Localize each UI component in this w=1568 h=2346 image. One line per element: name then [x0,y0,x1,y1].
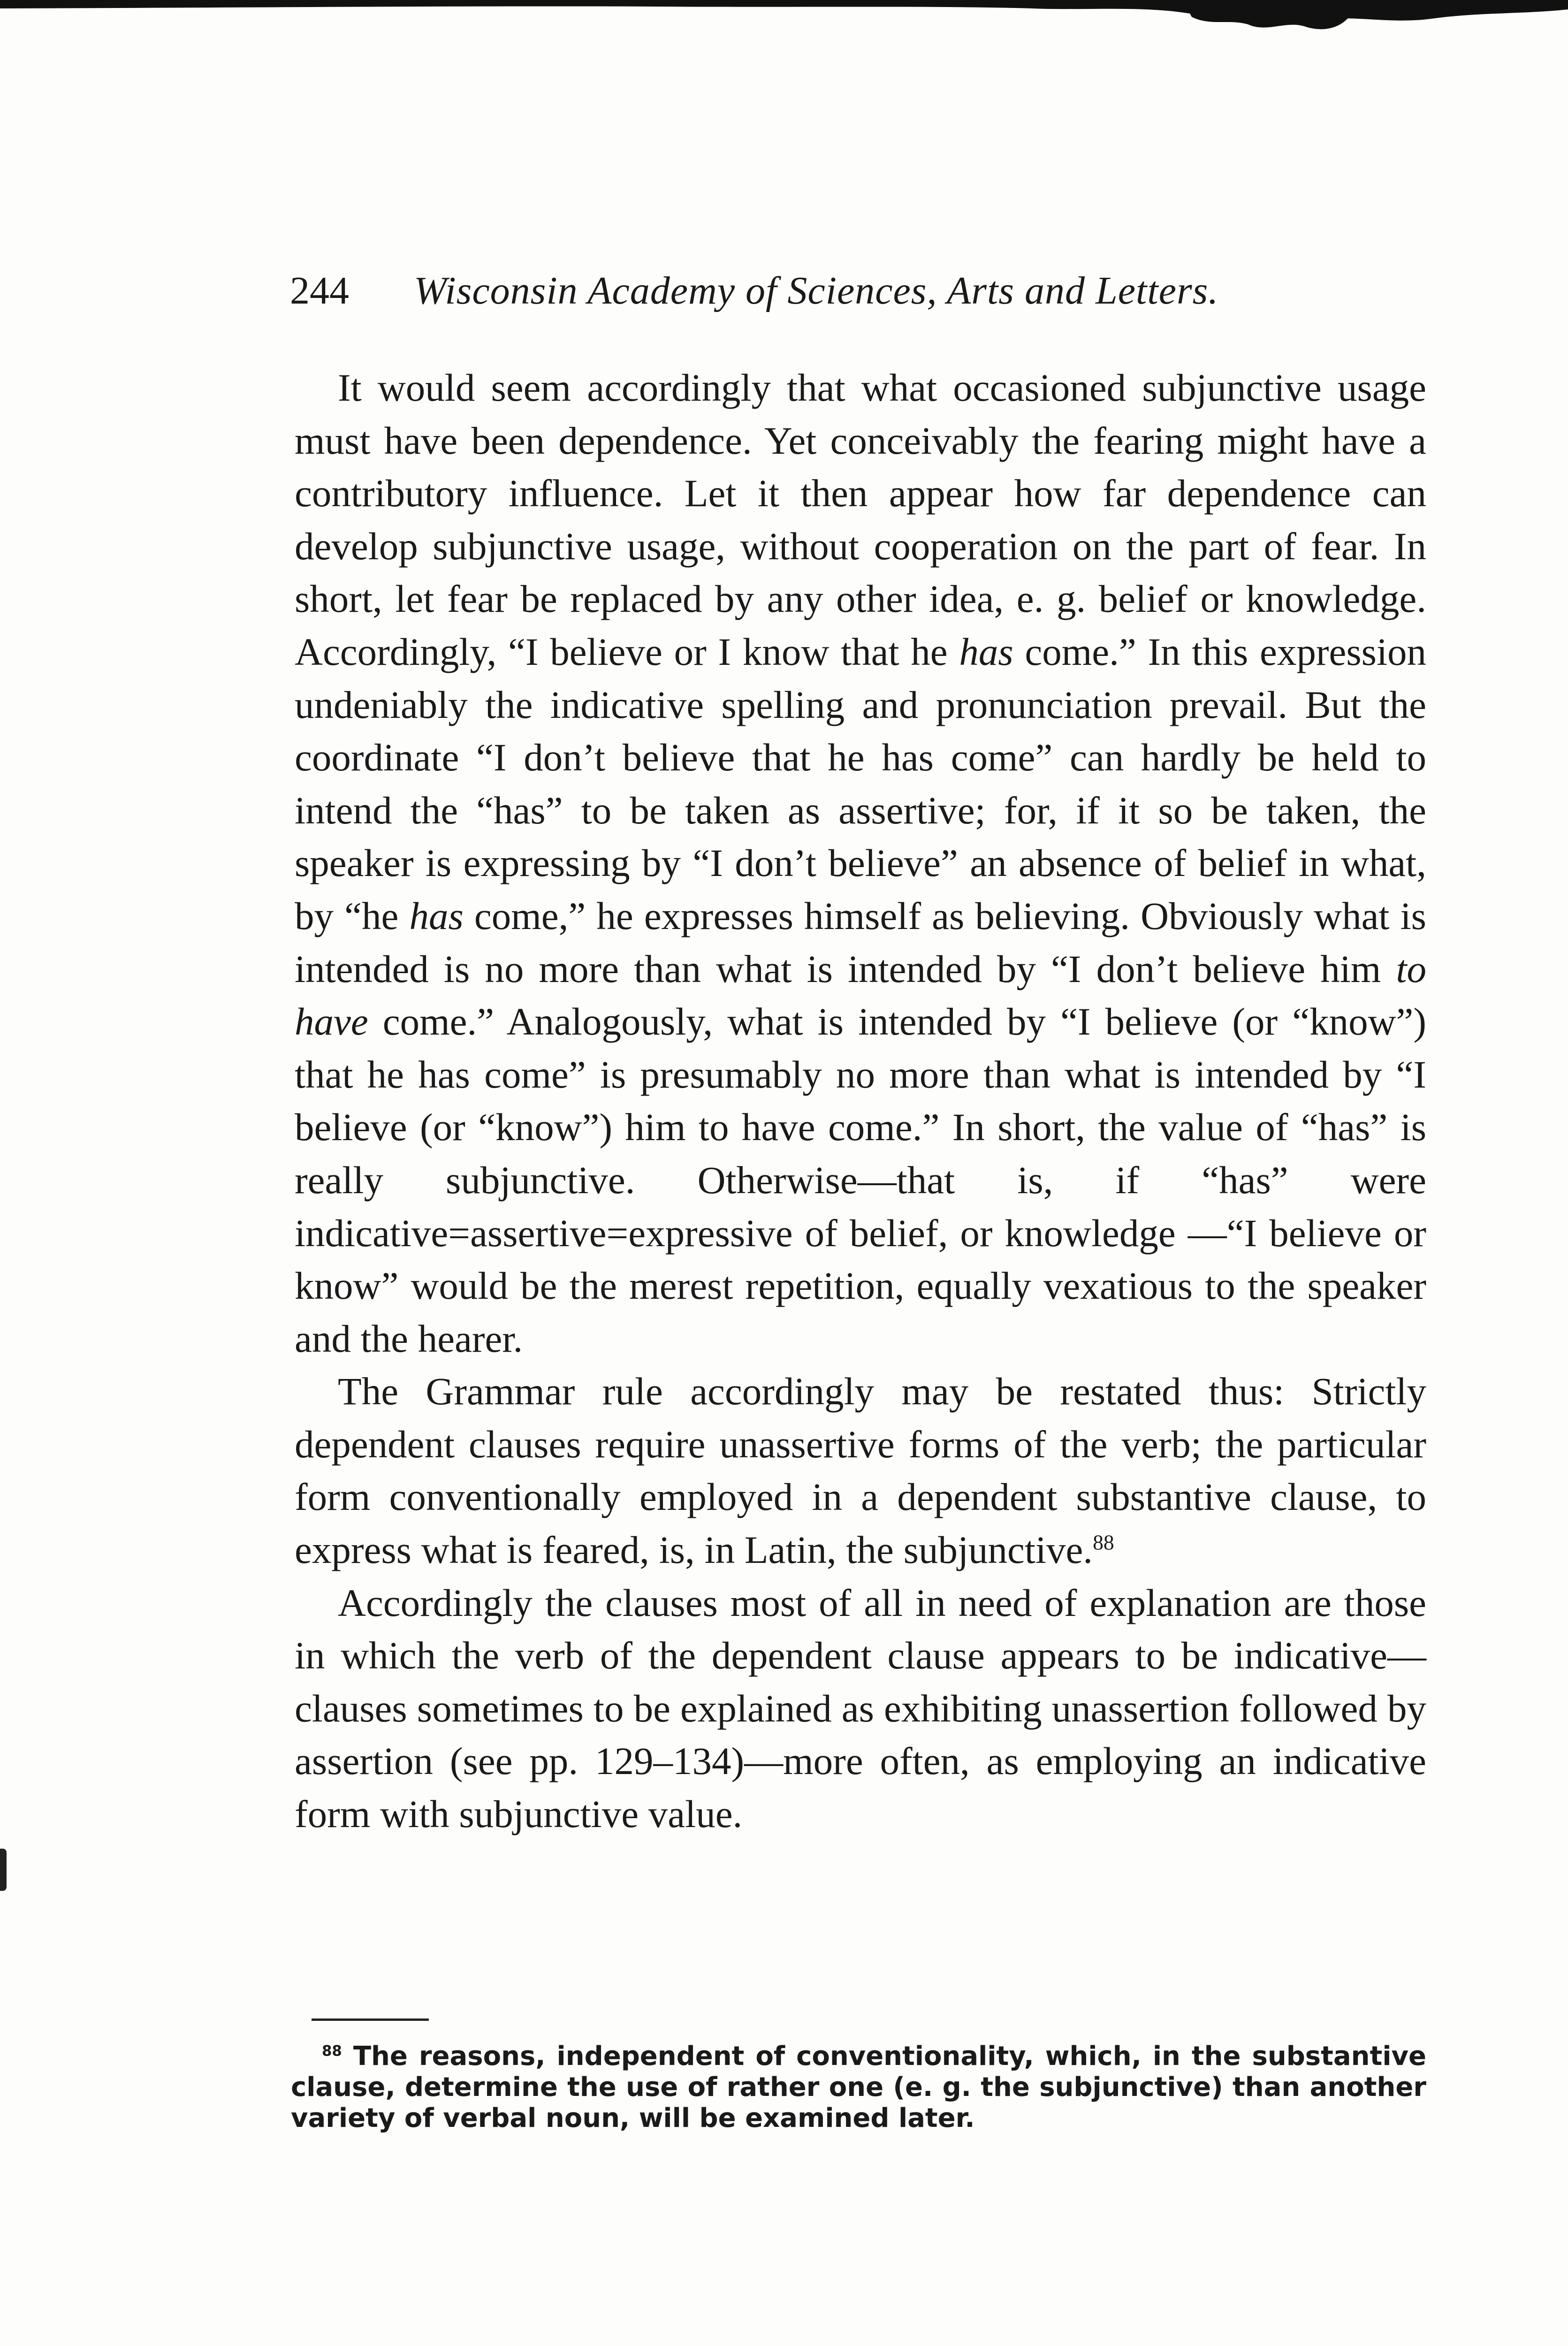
footnote-reference[interactable]: 88 [1093,1530,1114,1554]
running-title: Wisconsin Academy of Sciences, Arts and Letters. [414,269,1219,312]
page-number: 244 [290,269,349,312]
paragraph-2 [295,1365,1426,1576]
paragraph-1-italic-has: has [959,630,1013,673]
paragraph-1-text-d: come.” Analogously, what is intended by “I believe (or “know”) that he has come” is presumably no more than what is intended by “I believe (or “know”) him to have come.” In short, the value of “has” is really subjunctive. Otherwise—that is, if “has” were indicative=assertive=expressive of belief, or knowledge —“I believe or know” would be the merest repetition, equally vexatious to the speaker and the hearer. [295,1000,1426,1360]
footnote [291,2041,1426,2134]
paragraph-2-text: The Grammar rule accordingly may be restated thus: Strictly dependent clauses require unassertive forms of the verb; the particular form conventionally employed in a dependent substantive clause, to express what is feared, is, in Latin, the subjunctive. [295,1370,1426,1572]
paragraph-3 [295,1577,1426,1841]
body-text [295,361,1426,1841]
paragraph-1-text-c: come,” he expresses himself as believing. Obviously what is intended is no more than what is intended by “I don’t believe him [295,894,1426,990]
paragraph-1-text-a: It would seem accordingly that what occasioned subjunctive usage must have been dependence. Yet conceivably the fearing might have a contributory influence. Let it then appear how far dependence can develop subjunctive usage, without cooperation on the part of fear. In short, let fear be replaced by any other idea, e. g. belief or knowledge. Accordingly, “I believe or I know that he [295,366,1426,673]
paragraph-1-italic-has-2: has [409,894,464,937]
footnote-divider [312,2018,429,2021]
scan-edge-mark [0,1849,7,1891]
torn-top-edge [0,0,1568,42]
page-header [290,263,1314,319]
footnote-marker: 88 [322,2042,342,2060]
footnote-text: The reasons, independent of conventionality, which, in the substantive clause, determine the use of rather one (e. g. the subjunctive) than another variety of verbal noun, will be examined later. [291,2041,1427,2133]
paragraph-1-text-b: come.” In this expression undeniably the indicative spelling and pronunciation prevail. But the coordinate “I don’t believe that he has come” can hardly be held to intend the “has” to be taken as assertive; for, if it so be taken, the speaker is expressing by “I don’t believe” an absence of belief in what, by “he [295,630,1427,937]
paragraph-3-text: Accordingly the clauses most of all in need of explanation are those in which the verb of the dependent clause appears to be indicative—clauses sometimes to be explained as exhibiting unassertion followed by assertion (see pp. 129–134)—more often, as employing an indicative form with subjunctive value. [295,1581,1426,1836]
paragraph-1 [295,361,1426,1365]
paragraph-1-italic-to-have: to have [295,947,1426,1044]
